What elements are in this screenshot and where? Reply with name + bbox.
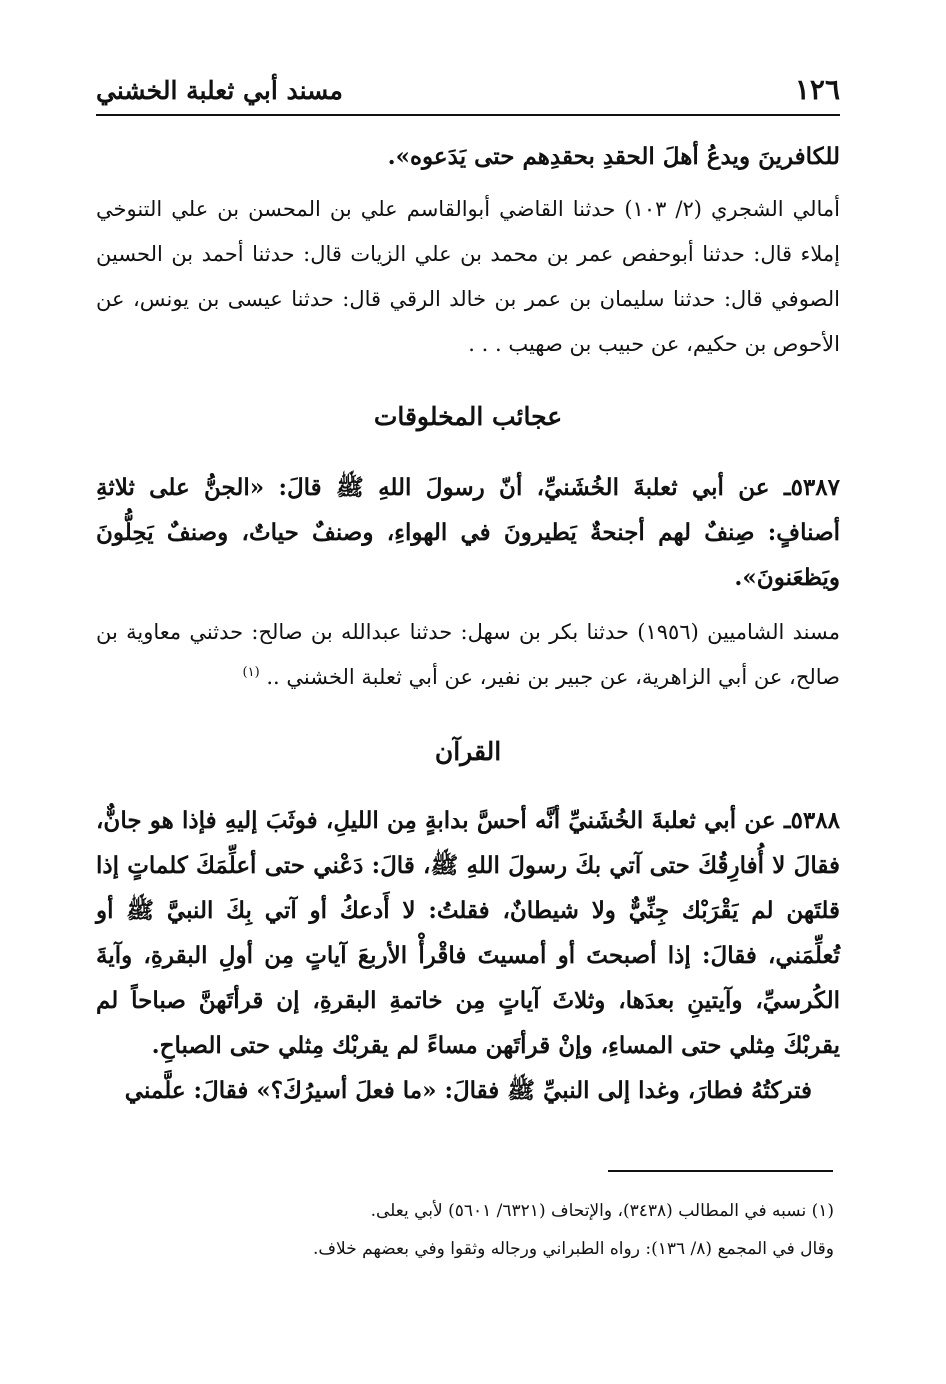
header-rule [96,114,840,116]
footnote-reference: (١) [242,665,260,680]
hadith-5387 [96,465,840,600]
footnote-rule [608,1170,833,1172]
footnote-1-line-1: (١) نسبه في المطالب (٣٤٣٨)، والإتحاف (٦٣٢١/ ٥٦٠١) لأبي يعلى. [370,1201,834,1221]
page-body [96,70,840,1113]
source-paragraph-2 [96,610,840,700]
running-header [96,70,840,110]
hadith-number: ٥٣٨٧ـ [783,474,840,501]
footnotes [96,1192,840,1268]
source-text: مسند الشاميين (١٩٥٦) حدثنا بكر بن سهل: حدثنا عبدالله بن صالح: حدثني معاوية بن صالح، عن أبي الزاهرية، عن جبير بن نفير، عن أبي ثعلبة الخشني .. [96,620,840,689]
hadith-5388 [96,798,840,1068]
hadith-text: عن أبي ثعلبةَ الخُشَنيِّ أنَّه أحسَّ بدابةٍ مِن الليلِ، فوثَبَ إليهِ فإذا هو جانٌّ، فقالَ لا أُفارِقُكَ حتى آتي بكَ رسولَ اللهِ ﷺ، قالَ: دَعْني حتى أعلِّمَكَ كلماتٍ إذا قلتَهن لم يَقْرَبْك جِنِّيٌّ ولا شيطانٌ، فقلتُ: لا أَدعكُ أو آتي بِكَ النبيَّ ﷺ أو تُعلِّمَني، فقالَ: إذا أصبحتَ أو أمسيتَ فاقْرأْ الأربعَ آياتٍ مِن أولِ البقرةِ، وآيةَ الكُرسيِّ، وآيتينِ بعدَها، وثلاثَ آياتٍ مِن خاتمةِ البقرةِ، إن قرأتَهنَّ صباحاً لم يقربْكَ مِثلي حتى المساءِ، وإنْ قرأتَهن مساءً لم يقربْك مِثلي حتى الصباحِ. [96,807,840,1059]
hadith-text: عن أبي ثعلبةَ الخُشَنيِّ، أنّ رسولَ اللهِ ﷺ قالَ: «الجنُّ على ثلاثةِ أصنافٍ: صِنفٌ لهم أجنحةٌ يَطيرونَ في الهواءِ، وصنفٌ حياتٌ، وصنفٌ يَحِلُّونَ ويَظعَنونَ». [96,474,840,591]
carry-over-paragraph: للكافرينَ ويدعُ أهلَ الحقدِ بحقدِهم حتى يَدَعوه». [387,143,840,170]
continuation-paragraph: فتركتُهُ فطارَ، وغدا إلى النبيِّ ﷺ فقالَ: «ما فعلَ أسيرُكَ؟» فقالَ: علَّمني [124,1077,812,1104]
section-heading-wonders: عجائب المخلوقات [373,402,563,431]
section-heading-quran: القرآن [434,737,502,766]
page-number: ١٢٦ [794,73,840,106]
source-paragraph-1: أمالي الشجري (٢/ ١٠٣) حدثنا القاضي أبوالقاسم علي بن المحسن بن علي التنوخي إملاء قال: حدثنا أبوحفص عمر بن محمد بن علي الزيات قال: حدثنا أحمد بن الحسين الصوفي قال: حدثنا سليمان بن عمر بن خالد الرقي قال: حدثنا عيسى بن يونس، عن الأحوص بن حكيم، عن حبيب بن صهيب . . . [96,197,840,356]
footnote-1-line-2: وقال في المجمع (٨/ ١٣٦): رواه الطبراني ورجاله وثقوا وفي بعضهم خلاف. [313,1239,834,1259]
hadith-number: ٥٣٨٨ـ [783,807,840,834]
running-title: مسند أبي ثعلبة الخشني [96,76,343,105]
